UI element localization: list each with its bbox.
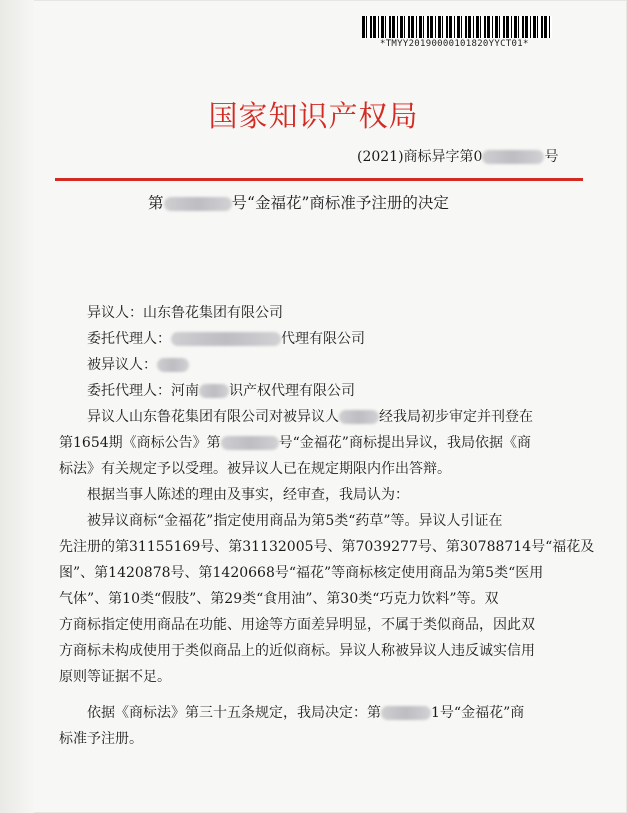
paragraph-4-line-1 [59, 700, 594, 726]
redacted-block [199, 384, 229, 398]
p1-text: 第1654期《商标公告》第 [59, 435, 221, 451]
opponent-name: 山东鲁花集团有限公司 [143, 305, 283, 321]
title-prefix: 第 [148, 194, 164, 212]
barcode-text: *TMYY20190000101820YYCT01* [380, 39, 529, 49]
agent1-label: 委托代理人： [87, 331, 171, 347]
paragraph-3-line-4: 气体”、第10类“假肢”、第29类“食用油”、第30类“巧克力饮料”等。双 [59, 591, 499, 607]
paragraph-1-line-1 [59, 404, 594, 430]
redacted-block [221, 436, 279, 450]
agent1-line [59, 326, 594, 352]
paragraph-1-line-2 [59, 430, 594, 456]
opponent-line [59, 300, 594, 326]
agent2-suffix: 识产权代理有限公司 [229, 383, 355, 399]
p4-text: 依据《商标法》第三十五条规定，我局决定：第 [87, 705, 381, 721]
respondent-label: 被异议人： [87, 357, 157, 373]
agent2-label: 委托代理人： [87, 383, 171, 399]
paragraph-3-line-5: 方商标指定使用商品在功能、用途等方面差异明显，不属于类似商品，因此双 [59, 617, 535, 633]
paragraph-3-line-2: 先注册的第31155169号、第31132005号、第7039277号、第30788714号“福花及 [59, 539, 595, 555]
p1-text: 异议人山东鲁花集团有限公司对被异议人 [87, 409, 339, 425]
paragraph-3-line-7: 原则等证据不足。 [59, 669, 171, 685]
agent1-suffix: 代理有限公司 [281, 331, 365, 347]
red-divider [55, 178, 583, 181]
agent2-line [59, 378, 594, 404]
document-body [59, 300, 594, 752]
respondent-line [59, 352, 594, 378]
paragraph-3-line-6: 方商标未构成使用于类似商品上的近似商标。异议人称被异议人违反诚实信用 [59, 643, 535, 659]
redacted-block [157, 358, 189, 372]
p4-text: 1号“金福花”商 [431, 705, 525, 721]
agent2-prefix: 河南 [171, 383, 199, 399]
redacted-block [381, 706, 431, 720]
paragraph-3-line-1: 被异议商标“金福花”指定使用商品为第5类“药草”等。异议人引证在 [87, 513, 503, 529]
paragraph-1-line-3: 标法》有关规定予以受理。被异议人已在规定期限内作出答辩。 [59, 461, 451, 477]
paragraph-2: 根据当事人陈述的理由及事实，经审查，我局认为： [87, 487, 409, 503]
paragraph-4-line-2: 标准予注册。 [59, 731, 143, 747]
decision-title [148, 191, 449, 213]
doc-number-prefix: (2021)商标异字第0 [357, 149, 483, 165]
barcode [362, 16, 552, 49]
redacted-block [164, 197, 232, 211]
title-text: 号“金福花”商标准予注册的决定 [231, 194, 449, 212]
redacted-block [339, 410, 379, 424]
p1-text: 号“金福花”商标提出异议，我局依据《商 [278, 435, 531, 451]
p1-text: 经我局初步审定并刊登在 [379, 409, 533, 425]
barcode-bars [362, 16, 552, 38]
document-number [357, 146, 558, 166]
paragraph-3-line-3: 图”、第1420878号、第1420668号“福花”等商标核定使用商品为第5类“医用 [59, 565, 544, 581]
redacted-block [171, 332, 281, 346]
redacted-block [482, 150, 544, 164]
opponent-label: 异议人： [87, 305, 143, 321]
doc-number-suffix: 号 [544, 149, 559, 165]
issuer-name: 国家知识产权局 [208, 99, 419, 133]
